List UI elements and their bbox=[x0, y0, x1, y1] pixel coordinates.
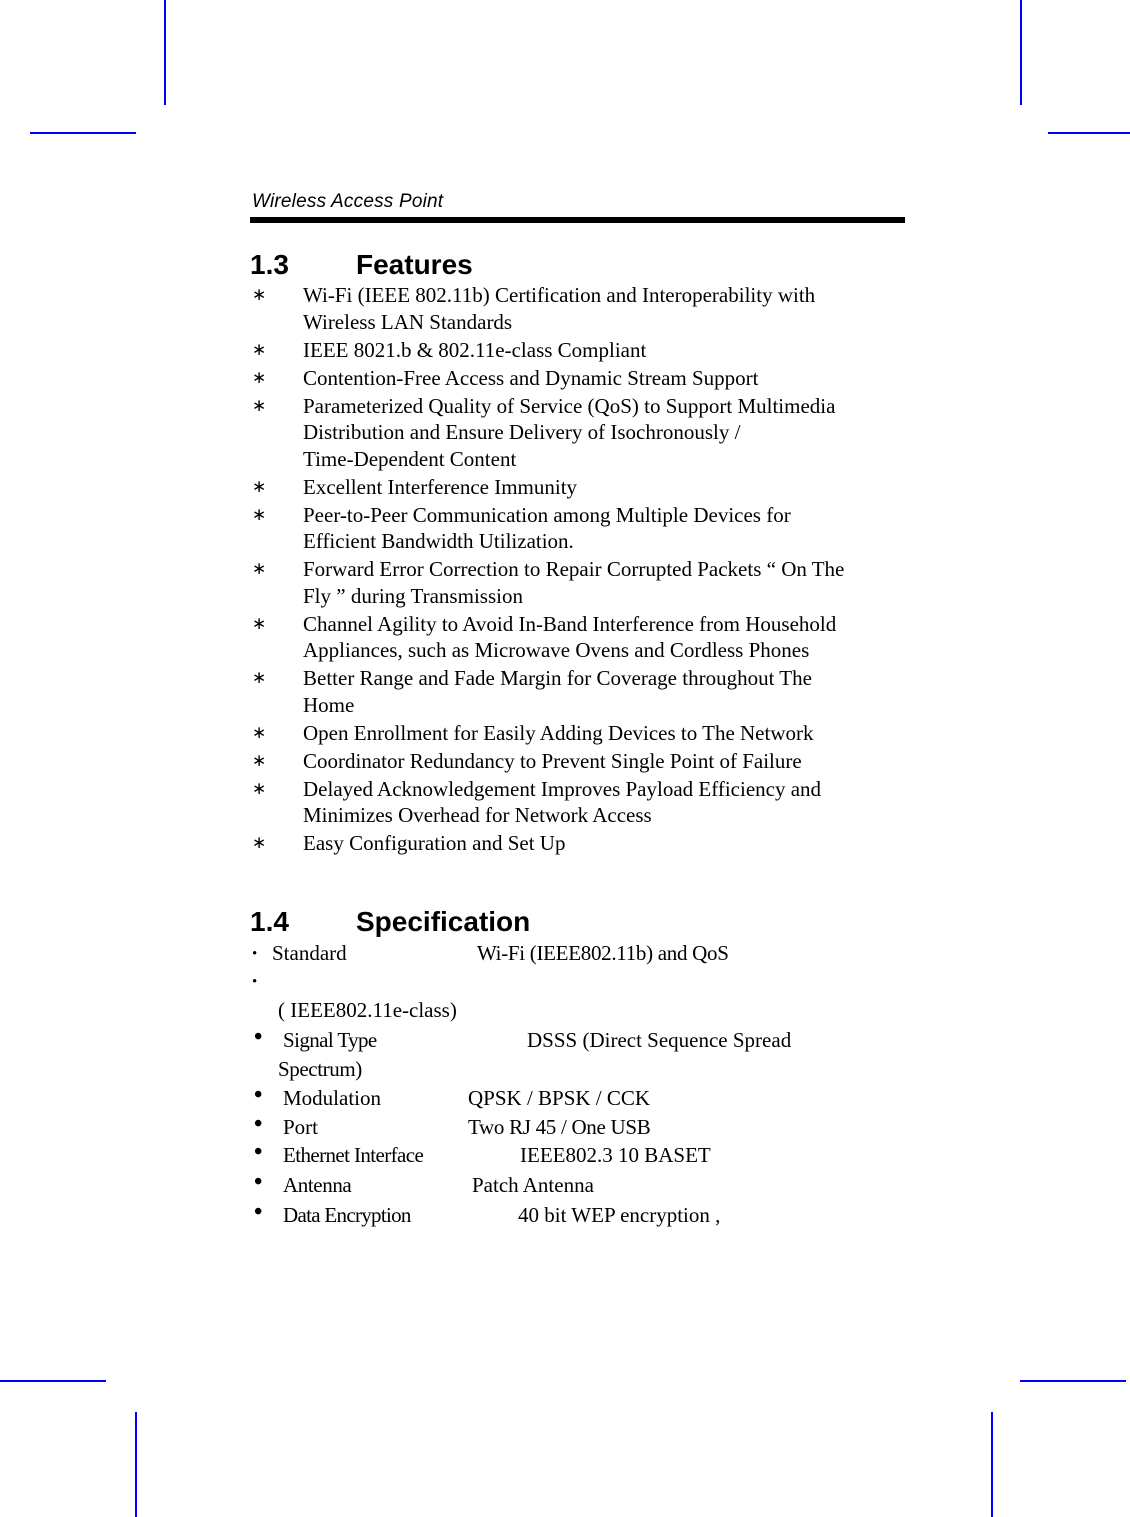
spec-label-encryption: Data Encryption bbox=[283, 1203, 411, 1227]
feature-text bbox=[303, 720, 910, 747]
feature-text-line: Delayed Acknowledgement Improves Payload Efficiency and bbox=[303, 776, 822, 801]
feature-text-line: Time-Dependent Content bbox=[303, 446, 517, 471]
spec-label-modulation: Modulation bbox=[283, 1086, 381, 1110]
feature-item bbox=[250, 830, 910, 857]
spec-value-standard: Wi-Fi (IEEE802.11b) and QoS bbox=[477, 941, 729, 965]
feature-bullet: ∗ bbox=[252, 833, 267, 852]
crop-mark-top-left-horizontal bbox=[30, 132, 136, 134]
feature-item bbox=[250, 365, 910, 392]
feature-bullet: ∗ bbox=[252, 722, 267, 742]
feature-bullet: ∗ bbox=[252, 367, 267, 387]
crop-mark-bottom-left-horizontal bbox=[0, 1380, 106, 1382]
feature-text bbox=[303, 830, 910, 857]
spec-bullet-encryption: • bbox=[254, 1199, 263, 1225]
spec-value-signal-type-cont: Spectrum) bbox=[278, 1057, 362, 1081]
feature-bullet: ∗ bbox=[252, 613, 267, 633]
feature-text-line: Excellent Interference Immunity bbox=[303, 474, 578, 499]
feature-item bbox=[250, 720, 910, 747]
feature-text bbox=[303, 556, 910, 609]
feature-text-line: Wi-Fi (IEEE 802.11b) Certification and Interoperability with bbox=[303, 283, 816, 307]
spec-bullet-standard: • bbox=[252, 946, 258, 962]
feature-text-line: Easy Configuration and Set Up bbox=[303, 831, 566, 855]
feature-item bbox=[250, 474, 910, 501]
feature-text-line: Open Enrollment for Easily Adding Devices to The Network bbox=[303, 720, 814, 745]
spec-bullet-port: • bbox=[254, 1111, 263, 1137]
feature-text bbox=[303, 611, 910, 664]
feature-item bbox=[250, 556, 910, 609]
feature-bullet: ∗ bbox=[252, 285, 267, 304]
feature-item bbox=[250, 776, 910, 829]
spec-value-encryption: 40 bit WEP encryption , bbox=[518, 1203, 721, 1227]
features-title: Features bbox=[356, 249, 473, 280]
crop-mark-top-left-vertical bbox=[164, 0, 166, 105]
spec-bullet-signal-type: • bbox=[254, 1024, 263, 1050]
feature-text-line: IEEE 8021.b & 802.11e-class Compliant bbox=[303, 337, 647, 362]
spec-bullet-empty: • bbox=[252, 974, 258, 990]
feature-text bbox=[303, 776, 910, 829]
feature-text-line: Contention-Free Access and Dynamic Stream Support bbox=[303, 365, 759, 390]
feature-text-line: Minimizes Overhead for Network Access bbox=[303, 803, 652, 827]
feature-item bbox=[250, 282, 910, 335]
feature-text-line: Channel Agility to Avoid In-Band Interference from Household bbox=[303, 611, 837, 636]
feature-text-line: Parameterized Quality of Service (QoS) to Support Multimedia bbox=[303, 393, 836, 418]
features-heading bbox=[250, 249, 473, 281]
spec-value-ethernet: IEEE802.3 10 BASET bbox=[520, 1143, 711, 1167]
feature-text-line: Forward Error Correction to Repair Corrupted Packets “ On The bbox=[303, 557, 845, 581]
specification-title: Specification bbox=[356, 906, 531, 937]
feature-text bbox=[303, 665, 910, 718]
feature-text-line: Wireless LAN Standards bbox=[303, 309, 513, 334]
spec-value-signal-type: DSSS (Direct Sequence Spread bbox=[527, 1028, 792, 1052]
feature-bullet: ∗ bbox=[252, 668, 267, 687]
features-number: 1.3 bbox=[250, 249, 289, 280]
feature-text bbox=[303, 337, 910, 364]
features-list bbox=[250, 282, 910, 858]
feature-text-line: Coordinator Redundancy to Prevent Single Point of Failure bbox=[303, 748, 802, 773]
feature-text-line: Home bbox=[303, 692, 355, 717]
feature-bullet: ∗ bbox=[252, 504, 267, 524]
header-rule bbox=[250, 217, 905, 223]
crop-mark-top-right-vertical bbox=[1020, 0, 1022, 105]
spec-value-antenna: Patch Antenna bbox=[472, 1173, 594, 1197]
feature-item bbox=[250, 502, 910, 555]
feature-bullet: ∗ bbox=[252, 778, 267, 798]
spec-label-ethernet: Ethernet Interface bbox=[283, 1143, 424, 1167]
feature-text bbox=[303, 502, 910, 555]
specification-number: 1.4 bbox=[250, 906, 289, 937]
feature-item bbox=[250, 393, 910, 473]
feature-text bbox=[303, 393, 910, 473]
feature-text-line: Peer-to-Peer Communication among Multiple Devices for bbox=[303, 502, 791, 527]
feature-text-line: Better Range and Fade Margin for Coverage throughout The bbox=[303, 666, 812, 690]
feature-text bbox=[303, 365, 910, 392]
feature-bullet: ∗ bbox=[252, 559, 267, 578]
spec-value-port: Two RJ 45 / One USB bbox=[468, 1115, 651, 1139]
feature-text-line: Distribution and Ensure Delivery of Isochronously / bbox=[303, 420, 741, 444]
running-header: Wireless Access Point bbox=[252, 191, 444, 212]
specification-heading bbox=[250, 906, 530, 938]
spec-value-standard-cont: ( IEEE802.11e-class) bbox=[278, 998, 457, 1022]
feature-text-line: Efficient Bandwidth Utilization. bbox=[303, 529, 574, 553]
feature-text bbox=[303, 748, 910, 775]
crop-mark-top-right-horizontal bbox=[1048, 132, 1130, 134]
feature-item bbox=[250, 611, 910, 664]
spec-value-modulation: QPSK / BPSK / CCK bbox=[468, 1086, 651, 1110]
feature-bullet: ∗ bbox=[252, 750, 267, 770]
feature-text-line: Fly ” during Transmission bbox=[303, 583, 523, 608]
spec-label-antenna: Antenna bbox=[283, 1173, 352, 1197]
crop-mark-bottom-right-vertical bbox=[991, 1412, 993, 1517]
feature-bullet: ∗ bbox=[252, 476, 267, 496]
feature-text-line: Appliances, such as Microwave Ovens and Cordless Phones bbox=[303, 638, 810, 662]
crop-mark-bottom-left-vertical bbox=[135, 1412, 137, 1517]
spec-bullet-antenna: • bbox=[254, 1169, 263, 1195]
feature-item bbox=[250, 337, 910, 364]
spec-bullet-modulation: • bbox=[254, 1082, 263, 1108]
feature-text bbox=[303, 282, 910, 335]
feature-item bbox=[250, 665, 910, 718]
feature-text bbox=[303, 474, 910, 501]
crop-mark-bottom-right-horizontal bbox=[1020, 1380, 1126, 1382]
spec-label-standard: Standard bbox=[272, 941, 347, 965]
feature-bullet: ∗ bbox=[252, 395, 267, 415]
spec-label-signal-type: Signal Type bbox=[283, 1028, 377, 1052]
feature-bullet: ∗ bbox=[252, 339, 267, 359]
spec-bullet-ethernet: • bbox=[254, 1139, 263, 1165]
feature-item bbox=[250, 748, 910, 775]
spec-label-port: Port bbox=[283, 1115, 319, 1139]
